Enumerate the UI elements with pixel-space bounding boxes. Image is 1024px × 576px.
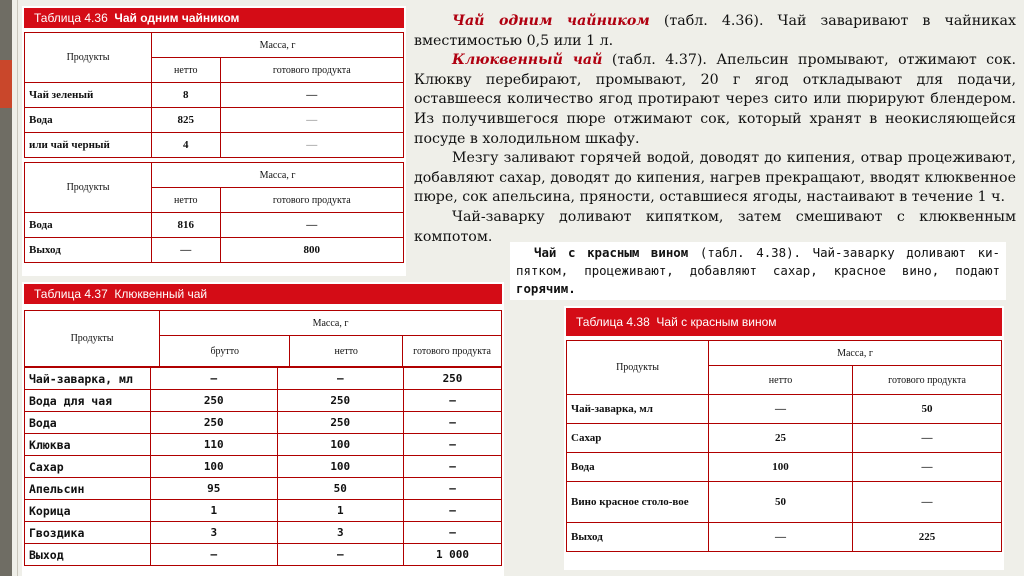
header-products: Продукты	[567, 341, 709, 395]
header-ready: готового продукта	[220, 188, 403, 213]
header-products: Продукты	[25, 163, 152, 213]
table-number: Таблица 4.36	[34, 11, 108, 25]
cell-ready: —	[404, 478, 502, 500]
table-row	[567, 424, 1002, 453]
table-row	[25, 390, 502, 412]
header-mass: Масса, г	[152, 163, 404, 188]
paragraph-body: (табл. 4.36). Чай заваривают в чайниках вместимостью 0,5 или 1 л.	[414, 13, 1016, 49]
table-row	[567, 523, 1002, 552]
cell-net: 50	[709, 482, 853, 523]
paragraph-body: (табл. 4.37). Апельсин промывают, отжимают сок. Клюкву перебирают, промывают, 20 г ягод откладывают для подачи, оставшееся количество ягод протирают через сито или пюрируют блендером. Из получившегося пюре отжимают сок, который хранят в неокисляющейся посуде в холодильном шкафу.	[414, 52, 1016, 147]
cell-name: Выход	[25, 544, 151, 566]
header-gross: брутто	[160, 336, 290, 367]
cell-net: 100	[277, 434, 404, 456]
cell-ready: —	[220, 83, 403, 108]
cell-net: 250	[277, 412, 404, 434]
header-mass: Масса, г	[160, 311, 502, 336]
table-row	[25, 368, 502, 390]
cell-ready: 50	[853, 395, 1002, 424]
table-4-38	[564, 306, 1004, 570]
header-ready: готового продукта	[403, 336, 502, 367]
paragraph	[414, 51, 1016, 149]
cell-ready: —	[404, 412, 502, 434]
cell-gross: 250	[151, 412, 278, 434]
cell-name: Апельсин	[25, 478, 151, 500]
cell-net: —	[277, 368, 404, 390]
table-body	[24, 310, 502, 367]
table-title: Чай с красным вином	[656, 315, 777, 329]
header-net: нетто	[709, 366, 853, 395]
cell-name: Сахар	[25, 456, 151, 478]
cell-name: Вода	[25, 412, 151, 434]
header-ready: готового продукта	[853, 366, 1002, 395]
cell-net: —	[277, 544, 404, 566]
cell-name: Вода для чая	[25, 390, 151, 412]
cell-gross: —	[151, 368, 278, 390]
table-caption	[24, 8, 404, 28]
cell-name: Сахар	[567, 424, 709, 453]
table-4-37	[22, 282, 504, 576]
left-accent-strip	[0, 0, 12, 576]
cell-ready: —	[220, 133, 403, 158]
header-mass: Масса, г	[709, 341, 1002, 366]
table-title: Чай одним чайником	[114, 11, 240, 25]
table-part-1	[24, 32, 404, 158]
header-net: нетто	[152, 188, 221, 213]
table-row	[567, 482, 1002, 523]
cell-name: Вино красное столо-вое	[567, 482, 709, 523]
cell-ready: —	[220, 213, 403, 238]
table-row	[25, 478, 502, 500]
cell-ready: 250	[404, 368, 502, 390]
cell-name: Вода	[567, 453, 709, 482]
table-part-2	[24, 162, 404, 263]
cell-net: 825	[152, 108, 221, 133]
cell-name: Чай-заварка, мл	[25, 368, 151, 390]
cell-gross: 100	[151, 456, 278, 478]
table-title: Клюквенный чай	[114, 287, 208, 301]
cell-ready: 800	[220, 238, 403, 263]
article-text	[414, 12, 1016, 247]
cell-ready: —	[404, 500, 502, 522]
cell-gross: 95	[151, 478, 278, 500]
table-row	[567, 453, 1002, 482]
cell-ready: —	[853, 424, 1002, 453]
table-caption	[24, 284, 502, 304]
cell-net: 4	[152, 133, 221, 158]
table-row	[25, 544, 502, 566]
table-row	[25, 412, 502, 434]
header-mass: Масса, г	[152, 33, 404, 58]
header-net: нетто	[290, 336, 403, 367]
header-ready: готового продукта	[220, 58, 403, 83]
cell-net: 50	[277, 478, 404, 500]
paragraph	[414, 12, 1016, 51]
paragraph: Чай-заварку доливают кипятком, затем смешивают с клюквенным компотом.	[414, 208, 1016, 245]
paragraph: Мезгу заливают горячей водой, доводят до кипения, отвар процеживают, добавляют сахар, доводят до кипения, нагрев прекращают, вводят клюквенное пюре, сок апельсина, пряности, оставшиеся ягоды, настаивают в течение 1 ч.	[414, 150, 1016, 206]
table-caption	[566, 308, 1002, 336]
cell-net: —	[152, 238, 221, 263]
cell-ready: —	[404, 456, 502, 478]
cell-name: Чай зеленый	[25, 83, 152, 108]
cell-gross: 250	[151, 390, 278, 412]
cell-ready: —	[404, 390, 502, 412]
wine-tea-description	[510, 242, 1006, 300]
table-row	[25, 238, 404, 263]
recipe-title: Клюквенный чай	[452, 52, 603, 69]
cell-net: 100	[709, 453, 853, 482]
table-number: Таблица 4.38	[576, 315, 650, 329]
header-products: Продукты	[25, 33, 152, 83]
table-row	[25, 83, 404, 108]
table-row	[25, 500, 502, 522]
cell-name: Вода	[25, 213, 152, 238]
cell-net: —	[709, 395, 853, 424]
cell-ready: 225	[853, 523, 1002, 552]
cell-name: Клюква	[25, 434, 151, 456]
cell-name: Вода	[25, 108, 152, 133]
left-rule	[17, 0, 18, 576]
cell-gross: —	[151, 544, 278, 566]
cell-ready: —	[853, 453, 1002, 482]
cell-net: —	[709, 523, 853, 552]
header-net: нетто	[152, 58, 221, 83]
cell-ready: —	[404, 522, 502, 544]
table-number: Таблица 4.37	[34, 287, 108, 301]
header-products: Продукты	[25, 311, 160, 367]
cell-name: или чай черный	[25, 133, 152, 158]
paragraph-body: (табл. 4.38). Чай-заварку доливают ки-пятком, процеживают, добавляют сахар, красное вино, подают	[516, 245, 1000, 278]
table-row	[25, 434, 502, 456]
recipe-title: Чай с красным вином	[534, 245, 689, 260]
table-row	[567, 395, 1002, 424]
table-row	[25, 522, 502, 544]
cell-name: Выход	[25, 238, 152, 263]
recipe-title: Чай одним чайником	[452, 13, 650, 29]
table-rows	[24, 367, 502, 566]
cell-gross: 110	[151, 434, 278, 456]
cell-net: 3	[277, 522, 404, 544]
cell-ready: —	[220, 108, 403, 133]
left-accent-block	[0, 60, 12, 108]
cell-gross: 1	[151, 500, 278, 522]
table-body	[566, 340, 1002, 552]
table-row	[25, 456, 502, 478]
cell-net: 25	[709, 424, 853, 453]
table-4-36	[22, 6, 406, 276]
cell-name: Чай-заварка, мл	[567, 395, 709, 424]
cell-ready: 1 000	[404, 544, 502, 566]
cell-ready: —	[404, 434, 502, 456]
table-row	[25, 108, 404, 133]
cell-net: 8	[152, 83, 221, 108]
cell-net: 100	[277, 456, 404, 478]
cell-ready: —	[853, 482, 1002, 523]
cell-name: Выход	[567, 523, 709, 552]
table-row	[25, 213, 404, 238]
cell-gross: 3	[151, 522, 278, 544]
cell-net: 250	[277, 390, 404, 412]
cell-name: Корица	[25, 500, 151, 522]
cell-net: 816	[152, 213, 221, 238]
cell-name: Гвоздика	[25, 522, 151, 544]
table-row	[25, 133, 404, 158]
cell-net: 1	[277, 500, 404, 522]
paragraph-end: горячим.	[516, 281, 576, 296]
